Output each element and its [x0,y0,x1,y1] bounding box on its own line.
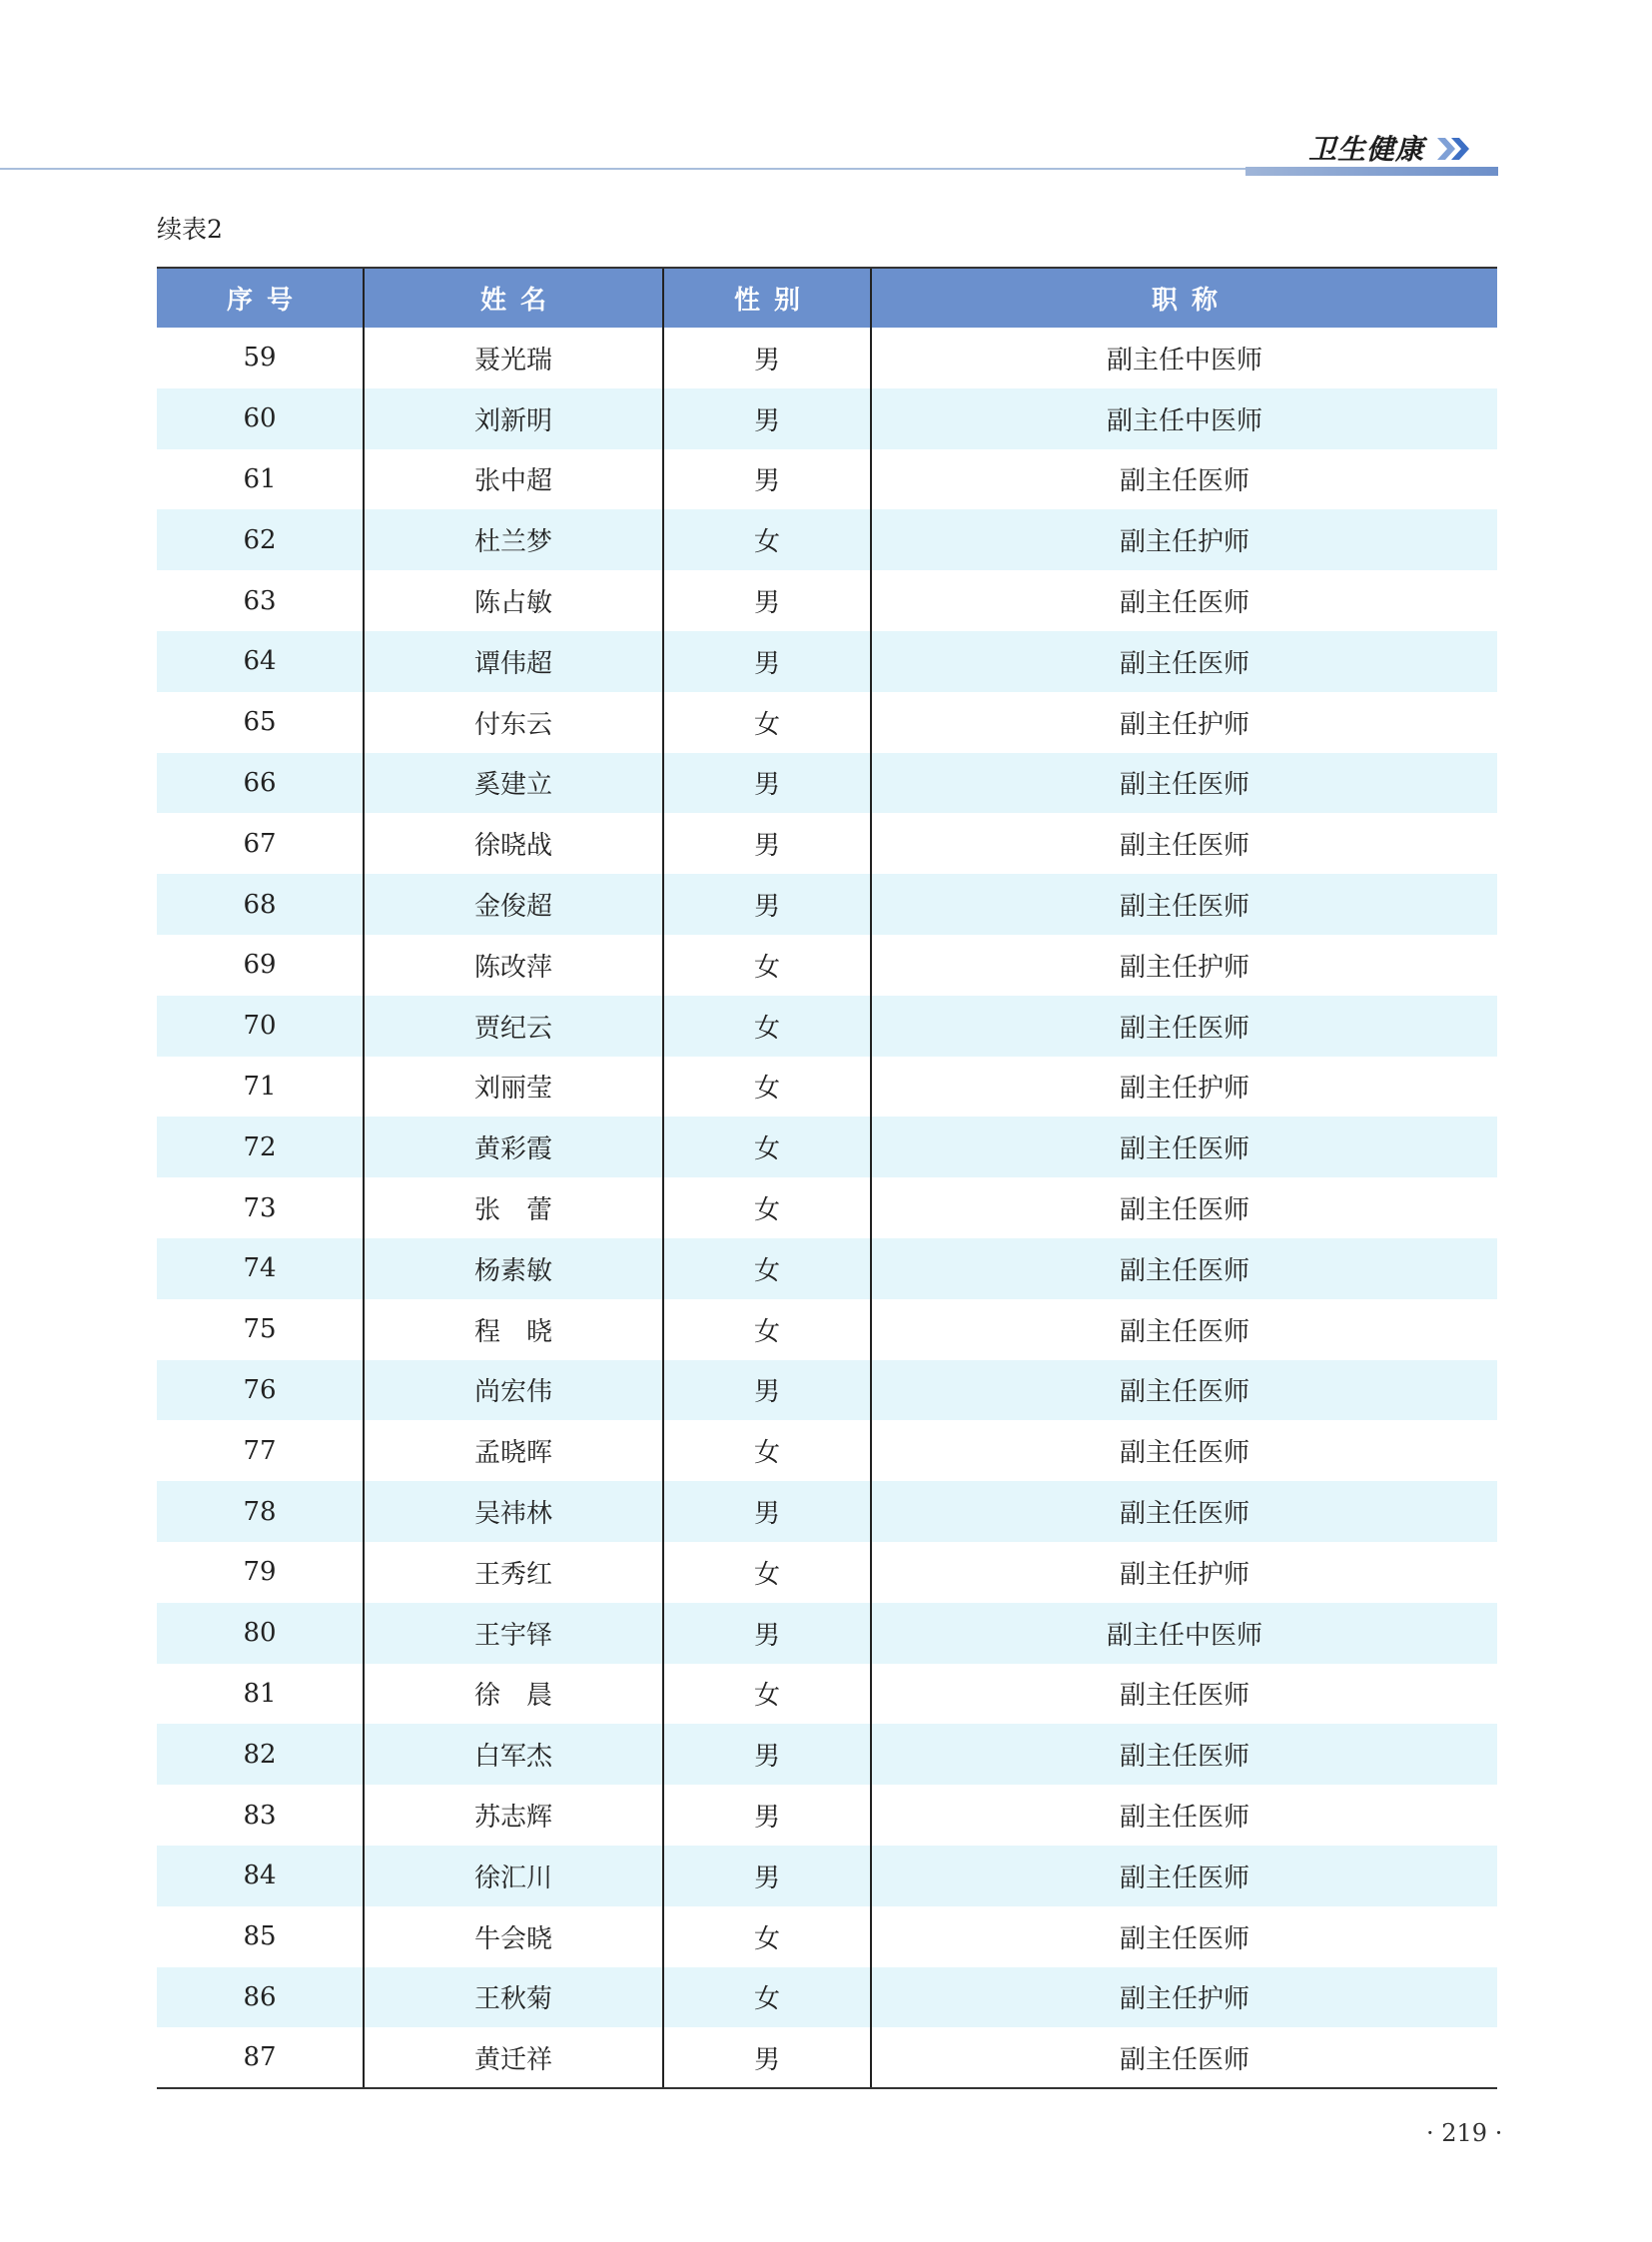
table-row [157,1177,1497,1238]
cell-index: 87 [157,2027,364,2088]
cell-title: 副主任中医师 [871,388,1497,449]
table-row [157,1299,1497,1360]
cell-title: 副主任医师 [871,753,1497,814]
page-number: · 219 · [1426,2119,1503,2147]
cell-index: 68 [243,889,277,920]
cell-gender: 男 [663,813,871,874]
cell-gender: 男 [663,874,871,935]
cell-name: 王宇铎 [364,1603,663,1664]
header-accent-band [1245,167,1498,176]
cell-index: 59 [243,343,277,374]
cell-index: 62 [243,524,277,555]
cell-title: 副主任护师 [871,692,1497,753]
cell-index: 80 [243,1618,277,1649]
cell-gender: 男 [663,570,871,631]
cell-title: 副主任医师 [871,1117,1497,1177]
table-row [157,813,1497,874]
cell-name: 陈占敏 [364,570,663,631]
cell-name: 吴祎林 [364,1481,663,1542]
cell-index: 65 [243,707,277,738]
cell-name: 黄迁祥 [364,2027,663,2088]
cell-gender: 男 [663,1846,871,1906]
cell-name: 白军杰 [364,1724,663,1785]
cell-index: 84 [243,1861,277,1891]
cell-index: 63 [243,585,277,616]
cell-index: 86 [243,1981,277,2012]
cell-gender: 女 [663,692,871,753]
double-chevron-right-icon [1435,134,1475,164]
table-row [157,1481,1497,1542]
cell-index: 61 [243,463,277,494]
cell-gender: 女 [663,1542,871,1603]
cell-index: 69 [243,950,277,981]
table-header-row [157,268,1497,328]
cell-name: 程 晓 [364,1299,663,1360]
table-row [157,1057,1497,1118]
cell-name: 尚宏伟 [364,1360,663,1421]
cell-title: 副主任医师 [871,996,1497,1057]
cell-gender: 男 [663,753,871,814]
cell-gender: 女 [663,996,871,1057]
table-row [157,753,1497,814]
cell-index: 78 [243,1496,277,1527]
cell-title: 副主任医师 [871,1785,1497,1846]
cell-title: 副主任中医师 [871,328,1497,388]
cell-index: 77 [243,1435,277,1466]
cell-title: 副主任医师 [871,1360,1497,1421]
table-row [157,1906,1497,1967]
table-row [157,570,1497,631]
cell-gender: 女 [663,1299,871,1360]
cell-name: 谭伟超 [364,631,663,692]
cell-index: 81 [243,1678,277,1709]
cell-index: 71 [243,1071,277,1102]
section-title: 卫生健康 [1308,133,1425,166]
cell-index: 64 [243,646,277,677]
cell-title: 副主任护师 [871,1967,1497,2028]
cell-name: 黄彩霞 [364,1117,663,1177]
table-caption: 续表2 [157,215,223,244]
cell-index: 66 [243,767,277,798]
table-row [157,1420,1497,1481]
staff-table-container [157,267,1497,2089]
table-row [157,2027,1497,2088]
cell-gender: 女 [663,1238,871,1299]
table-row [157,1360,1497,1421]
cell-name: 刘新明 [364,388,663,449]
cell-name: 奚建立 [364,753,663,814]
cell-index: 60 [243,403,277,434]
cell-index: 73 [243,1192,277,1223]
cell-title: 副主任中医师 [871,1603,1497,1664]
cell-name: 张中超 [364,449,663,510]
table-row [157,631,1497,692]
table-row [157,1664,1497,1725]
cell-gender: 男 [663,1360,871,1421]
cell-index: 67 [243,828,277,859]
cell-gender: 男 [663,1724,871,1785]
cell-gender: 女 [663,1967,871,2028]
cell-name: 徐汇川 [364,1846,663,1906]
table-row [157,1724,1497,1785]
cell-name: 陈改萍 [364,935,663,996]
cell-gender: 男 [663,1785,871,1846]
cell-title: 副主任医师 [871,1664,1497,1725]
cell-title: 副主任医师 [871,631,1497,692]
table-row [157,388,1497,449]
table-row [157,1603,1497,1664]
cell-gender: 男 [663,388,871,449]
cell-index: 75 [243,1314,277,1345]
cell-index: 74 [243,1253,277,1284]
cell-name: 杜兰梦 [364,509,663,570]
table-row [157,1967,1497,2028]
table-row [157,1117,1497,1177]
cell-gender: 女 [663,1420,871,1481]
cell-name: 贾纪云 [364,996,663,1057]
cell-name: 聂光瑞 [364,328,663,388]
cell-title: 副主任医师 [871,813,1497,874]
cell-name: 张 蕾 [364,1177,663,1238]
cell-title: 副主任医师 [871,1299,1497,1360]
cell-title: 副主任医师 [871,1420,1497,1481]
cell-gender: 女 [663,1177,871,1238]
table-row [157,996,1497,1057]
cell-name: 徐晓战 [364,813,663,874]
cell-name: 王秀红 [364,1542,663,1603]
col-header-gender: 性别 [663,268,871,328]
col-header-title: 职称 [871,268,1497,328]
cell-title: 副主任护师 [871,935,1497,996]
cell-title: 副主任医师 [871,1906,1497,1967]
table-row [157,935,1497,996]
cell-gender: 男 [663,1603,871,1664]
cell-gender: 男 [663,2027,871,2088]
cell-title: 副主任医师 [871,1724,1497,1785]
table-row [157,874,1497,935]
cell-gender: 女 [663,509,871,570]
cell-name: 杨素敏 [364,1238,663,1299]
cell-name: 牛会晓 [364,1906,663,1967]
cell-title: 副主任医师 [871,1177,1497,1238]
cell-title: 副主任护师 [871,509,1497,570]
cell-index: 76 [243,1374,277,1405]
cell-name: 刘丽莹 [364,1057,663,1118]
table-row [157,328,1497,388]
cell-title: 副主任医师 [871,874,1497,935]
cell-title: 副主任护师 [871,1542,1497,1603]
col-header-index: 序号 [157,268,364,328]
cell-title: 副主任医师 [871,1481,1497,1542]
cell-gender: 男 [663,449,871,510]
cell-title: 副主任护师 [871,1057,1497,1118]
cell-index: 85 [243,1921,277,1952]
table-row [157,1846,1497,1906]
table-row [157,1542,1497,1603]
cell-gender: 男 [663,631,871,692]
table-row [157,1238,1497,1299]
table-row [157,449,1497,510]
cell-index: 70 [243,1011,277,1042]
cell-gender: 男 [663,328,871,388]
cell-title: 副主任医师 [871,2027,1497,2088]
cell-gender: 女 [663,1906,871,1967]
cell-title: 副主任医师 [871,449,1497,510]
col-header-name: 姓名 [364,268,663,328]
cell-index: 83 [243,1800,277,1831]
cell-gender: 男 [663,1481,871,1542]
cell-name: 苏志辉 [364,1785,663,1846]
cell-index: 82 [243,1739,277,1770]
table-row [157,692,1497,753]
cell-gender: 女 [663,935,871,996]
table-row [157,509,1497,570]
cell-name: 徐 晨 [364,1664,663,1725]
cell-title: 副主任医师 [871,1846,1497,1906]
table-body [157,328,1497,2088]
cell-name: 金俊超 [364,874,663,935]
cell-name: 付东云 [364,692,663,753]
cell-name: 孟晓晖 [364,1420,663,1481]
cell-index: 79 [243,1557,277,1588]
cell-name: 王秋菊 [364,1967,663,2028]
cell-gender: 女 [663,1117,871,1177]
cell-gender: 女 [663,1057,871,1118]
cell-title: 副主任医师 [871,1238,1497,1299]
cell-gender: 女 [663,1664,871,1725]
cell-title: 副主任医师 [871,570,1497,631]
staff-table [157,267,1497,2089]
table-row [157,1785,1497,1846]
cell-index: 72 [243,1131,277,1162]
